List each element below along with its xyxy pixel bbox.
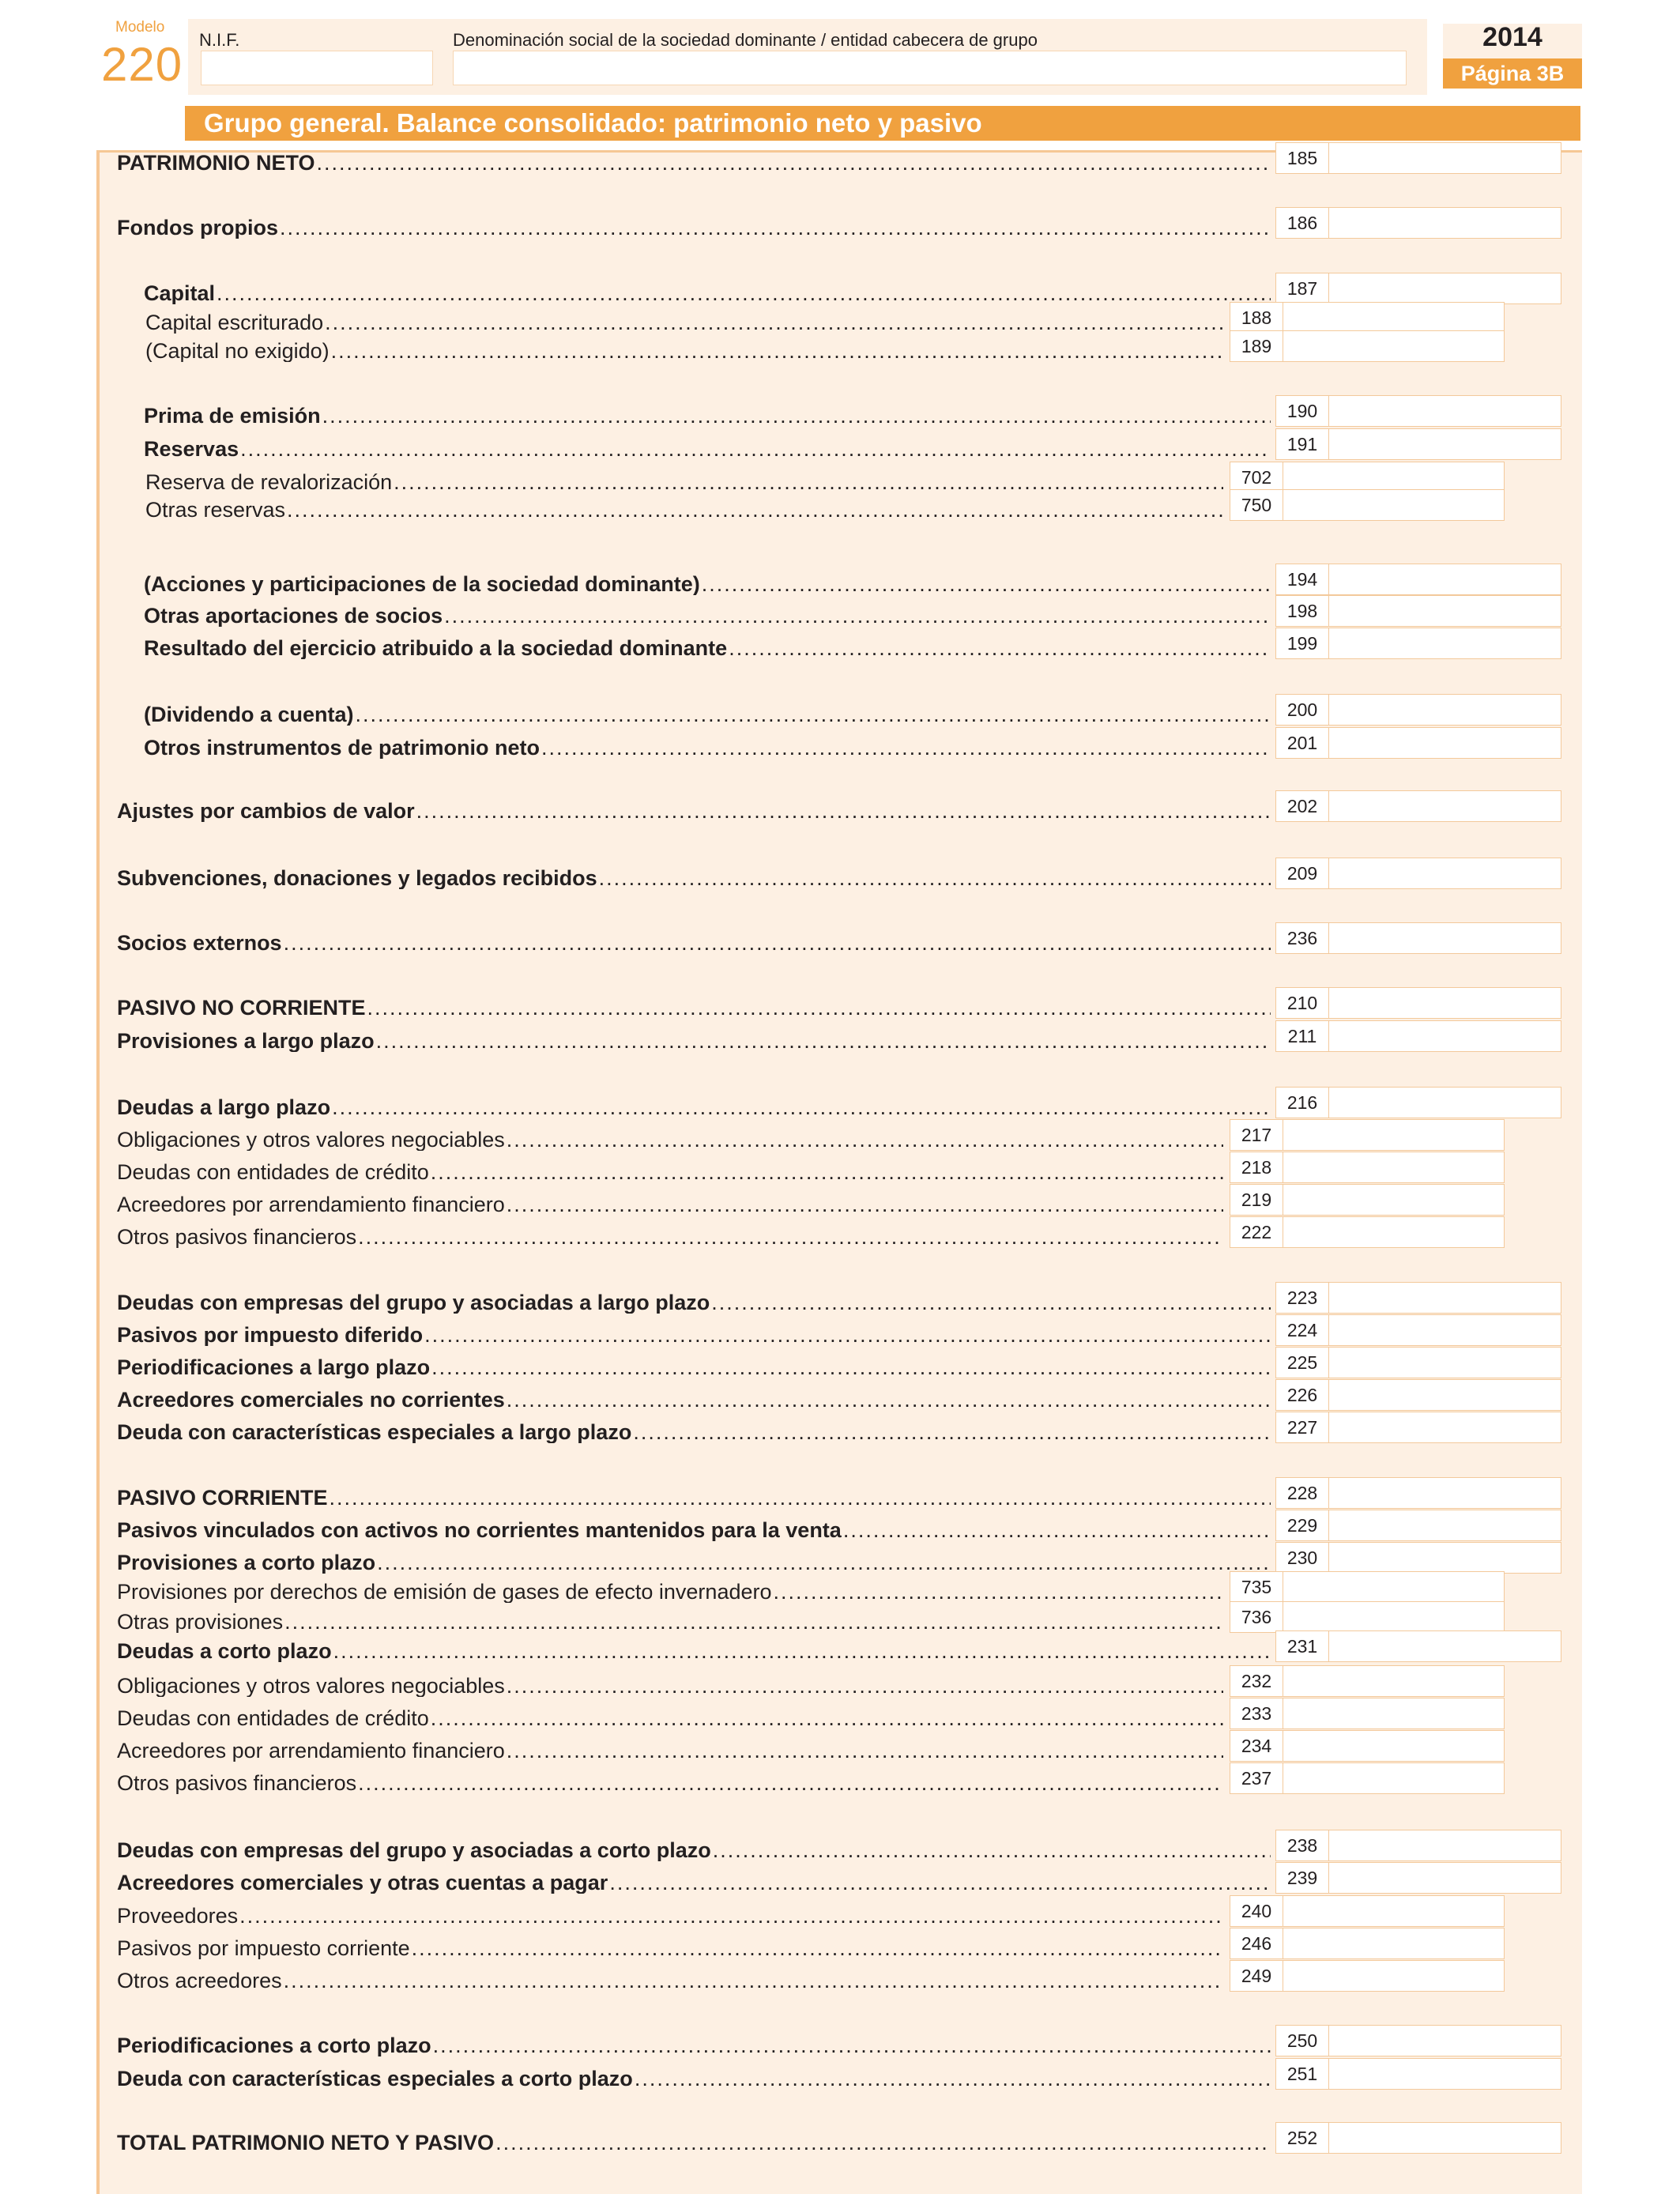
line-item-label: Pasivos por impuesto corriente (117, 1936, 410, 1959)
box-code: 186 (1276, 208, 1329, 238)
line-item-label: Periodificaciones a corto plazo (117, 2034, 431, 2056)
dot-leader (287, 499, 1223, 521)
line-item-198 (144, 600, 1271, 627)
line-item-label: PATRIMONIO NETO (117, 151, 315, 174)
amount-field-249[interactable] (1230, 1960, 1505, 1992)
box-code: 750 (1230, 490, 1283, 520)
line-item-239 (117, 1867, 1271, 1894)
box-code: 223 (1276, 1283, 1329, 1313)
amount-field-228[interactable] (1275, 1477, 1561, 1509)
dot-leader (394, 472, 1223, 493)
dot-leader (635, 2068, 1271, 2090)
line-item-label: Deudas a corto plazo (117, 1639, 332, 1662)
line-item-199 (144, 632, 1271, 659)
line-item-label: Otras aportaciones de socios (144, 604, 443, 627)
dot-leader (507, 1129, 1223, 1151)
dot-leader (633, 1422, 1271, 1443)
dot-leader (711, 1292, 1271, 1314)
box-code: 234 (1230, 1731, 1283, 1761)
denominacion-label: Denominación social de la sociedad dominante / entidad cabecera de grupo (453, 30, 1038, 50)
dot-leader (356, 704, 1271, 726)
dot-leader (729, 638, 1271, 659)
line-item-label: Otros pasivos financieros (117, 1225, 357, 1248)
line-item-229 (117, 1514, 1271, 1541)
box-code: 226 (1276, 1380, 1329, 1410)
dot-leader (322, 405, 1271, 427)
amount-field-224[interactable] (1275, 1314, 1561, 1346)
dot-leader (284, 933, 1271, 954)
line-item-label: Obligaciones y otros valores negociables (117, 1128, 505, 1151)
amount-field-218[interactable] (1230, 1152, 1505, 1183)
dot-leader (240, 439, 1271, 460)
line-item-735 (117, 1576, 1223, 1603)
amount-field-237[interactable] (1230, 1762, 1505, 1794)
line-item-189 (145, 335, 1223, 362)
line-item-label: Otras provisiones (117, 1610, 284, 1633)
box-code: 250 (1276, 2026, 1329, 2056)
amount-field-234[interactable] (1230, 1730, 1505, 1762)
amount-field-200[interactable] (1275, 694, 1561, 726)
line-item-label: Proveedores (117, 1904, 239, 1927)
amount-field-232[interactable] (1230, 1665, 1505, 1697)
box-code: 702 (1230, 462, 1283, 492)
line-item-label: Resultado del ejercicio atribuido a la sociedad dominante (144, 636, 728, 659)
box-code: 251 (1276, 2059, 1329, 2089)
line-item-209 (117, 862, 1271, 889)
line-item-211 (117, 1025, 1271, 1052)
line-item-750 (145, 494, 1223, 521)
line-item-190 (144, 400, 1271, 427)
line-item-label: Pasivos vinculados con activos no corrientes mantenidos para la venta (117, 1518, 842, 1541)
line-item-label: Acreedores comerciales no corrientes (117, 1388, 505, 1411)
line-item-227 (117, 1416, 1271, 1443)
box-code: 187 (1276, 273, 1329, 303)
amount-field-236[interactable] (1275, 922, 1561, 954)
dot-leader (412, 1938, 1223, 1959)
line-item-231 (117, 1635, 1271, 1662)
dot-leader (433, 2035, 1271, 2056)
line-item-223 (117, 1287, 1271, 1314)
line-item-250 (117, 2030, 1271, 2056)
box-code: 199 (1276, 628, 1329, 658)
line-item-label: Otros pasivos financieros (117, 1771, 357, 1794)
line-item-224 (117, 1319, 1271, 1346)
box-code: 230 (1276, 1543, 1329, 1573)
line-item-234 (117, 1735, 1223, 1762)
amount-field-226[interactable] (1275, 1379, 1561, 1411)
line-item-230 (117, 1547, 1271, 1574)
box-code: 249 (1230, 1961, 1283, 1991)
line-item-736 (117, 1606, 1223, 1633)
box-code: 240 (1230, 1896, 1283, 1926)
line-item-label: Pasivos por impuesto diferido (117, 1323, 424, 1346)
line-item-210 (117, 992, 1271, 1019)
amount-field-185[interactable] (1275, 142, 1561, 174)
line-item-194 (144, 568, 1271, 595)
line-item-label: Prima de emisión (144, 404, 321, 427)
denominacion-field[interactable] (453, 51, 1407, 85)
amount-field-210[interactable] (1275, 987, 1561, 1019)
line-item-label: Ajustes por cambios de valor (117, 799, 415, 822)
line-item-label: Reservas (144, 437, 239, 460)
line-item-label: PASIVO NO CORRIENTE (117, 996, 366, 1019)
line-item-label: Reserva de revalorización (145, 470, 393, 493)
modelo-number: 220 (101, 38, 183, 91)
amount-field-202[interactable] (1275, 790, 1561, 822)
line-item-246 (117, 1932, 1223, 1959)
dot-leader (376, 1031, 1271, 1052)
amount-field-736[interactable] (1230, 1601, 1505, 1633)
amount-field-190[interactable] (1275, 395, 1561, 427)
line-item-label: (Acciones y participaciones de la sociedad dominante) (144, 572, 700, 595)
line-item-226 (117, 1384, 1271, 1411)
amount-field-188[interactable] (1230, 302, 1505, 334)
box-code: 185 (1276, 143, 1329, 173)
dot-leader (713, 1840, 1271, 1861)
amount-field-199[interactable] (1275, 628, 1561, 659)
line-item-249 (117, 1965, 1223, 1992)
dot-leader (217, 283, 1271, 304)
section-title: Grupo general. Balance consolidado: patrimonio neto y pasivo (185, 106, 1580, 141)
box-code: 222 (1230, 1217, 1283, 1247)
dot-leader (431, 1162, 1223, 1183)
line-item-225 (117, 1351, 1271, 1378)
box-code: 236 (1276, 923, 1329, 953)
line-item-label: Periodificaciones a largo plazo (117, 1355, 431, 1378)
line-item-200 (144, 699, 1271, 726)
amount-field-216[interactable] (1275, 1087, 1561, 1118)
amount-field-198[interactable] (1275, 595, 1561, 627)
line-item-label: Otros instrumentos de patrimonio neto (144, 736, 541, 759)
amount-field-251[interactable] (1275, 2058, 1561, 2090)
box-code: 219 (1230, 1185, 1283, 1215)
amount-field-252[interactable] (1275, 2122, 1561, 2154)
box-code: 201 (1276, 728, 1329, 758)
amount-field-239[interactable] (1275, 1862, 1561, 1894)
modelo-label: Modelo (115, 19, 165, 36)
dot-leader (702, 574, 1271, 595)
box-code: 189 (1230, 331, 1283, 361)
line-item-222 (117, 1221, 1223, 1248)
box-code: 209 (1276, 858, 1329, 888)
line-item-188 (145, 307, 1223, 334)
line-item-label: Deudas con empresas del grupo y asociadas a largo plazo (117, 1291, 710, 1314)
dot-leader (843, 1520, 1271, 1541)
dot-leader (317, 153, 1271, 174)
line-item-191 (144, 433, 1271, 460)
line-item-label: Provisiones a corto plazo (117, 1551, 376, 1574)
box-code: 252 (1276, 2123, 1329, 2153)
line-item-label: TOTAL PATRIMONIO NETO Y PASIVO (117, 2131, 495, 2154)
amount-field-229[interactable] (1275, 1510, 1561, 1541)
line-item-label: Deudas con entidades de crédito (117, 1706, 429, 1729)
box-code: 198 (1276, 596, 1329, 626)
dot-leader (284, 1612, 1223, 1633)
amount-field-211[interactable] (1275, 1020, 1561, 1052)
box-code: 217 (1230, 1120, 1283, 1150)
box-code: 233 (1230, 1698, 1283, 1728)
line-item-228 (117, 1482, 1271, 1509)
dot-leader (331, 341, 1223, 362)
year-label: 2014 (1482, 22, 1543, 52)
line-item-label: Provisiones a largo plazo (117, 1029, 375, 1052)
line-item-label: Acreedores por arrendamiento financiero (117, 1193, 505, 1216)
line-item-219 (117, 1189, 1223, 1216)
amount-field-191[interactable] (1275, 428, 1561, 460)
line-item-201 (144, 732, 1271, 759)
box-code: 225 (1276, 1348, 1329, 1378)
line-item-218 (117, 1156, 1223, 1183)
line-item-label: Otras reservas (145, 498, 286, 521)
dot-leader (431, 1708, 1223, 1729)
dot-leader (424, 1325, 1271, 1346)
box-code: 735 (1230, 1572, 1283, 1602)
line-item-label: Obligaciones y otros valores negociables (117, 1674, 505, 1697)
line-item-252 (117, 2127, 1271, 2154)
dot-leader (367, 997, 1271, 1019)
box-code: 202 (1276, 791, 1329, 821)
line-item-label: Provisiones por derechos de emisión de gases de efecto invernadero (117, 1580, 772, 1603)
line-item-label: Deuda con características especiales a largo plazo (117, 1420, 632, 1443)
line-item-label: Deudas con empresas del grupo y asociadas a corto plazo (117, 1838, 711, 1861)
dot-leader (541, 737, 1271, 759)
amount-field-250[interactable] (1275, 2025, 1561, 2056)
box-code: 211 (1276, 1021, 1329, 1051)
amount-field-735[interactable] (1230, 1571, 1505, 1603)
amount-field-240[interactable] (1230, 1895, 1505, 1927)
line-item-label: Subvenciones, donaciones y legados recibidos (117, 866, 597, 889)
dot-leader (280, 217, 1271, 239)
line-item-251 (117, 2063, 1271, 2090)
line-item-232 (117, 1670, 1223, 1697)
box-code: 191 (1276, 429, 1329, 459)
line-item-237 (117, 1767, 1223, 1794)
amount-field-219[interactable] (1230, 1184, 1505, 1216)
line-item-216 (117, 1091, 1271, 1118)
line-item-label: Acreedores por arrendamiento financiero (117, 1739, 505, 1762)
dot-leader (507, 1389, 1271, 1411)
dot-leader (330, 1487, 1271, 1509)
amount-field-702[interactable] (1230, 462, 1505, 493)
line-item-label: (Capital no exigido) (145, 339, 330, 362)
dot-leader (507, 1676, 1223, 1697)
amount-field-201[interactable] (1275, 727, 1561, 759)
dot-leader (609, 1872, 1271, 1894)
dot-leader (774, 1581, 1224, 1603)
dot-leader (377, 1552, 1271, 1574)
amount-field-225[interactable] (1275, 1347, 1561, 1378)
dot-leader (358, 1227, 1223, 1248)
line-item-236 (117, 927, 1271, 954)
amount-field-217[interactable] (1230, 1119, 1505, 1151)
nif-field[interactable] (201, 51, 433, 85)
line-item-label: Deuda con características especiales a corto plazo (117, 2067, 633, 2090)
box-code: 736 (1230, 1602, 1283, 1632)
amount-field-223[interactable] (1275, 1282, 1561, 1314)
line-item-233 (117, 1702, 1223, 1729)
line-item-186 (117, 212, 1271, 239)
line-item-label: PASIVO CORRIENTE (117, 1486, 328, 1509)
line-item-187 (144, 277, 1271, 304)
line-item-238 (117, 1834, 1271, 1861)
dot-leader (431, 1357, 1271, 1378)
amount-field-222[interactable] (1230, 1216, 1505, 1248)
amount-field-194[interactable] (1275, 564, 1561, 595)
amount-field-186[interactable] (1275, 207, 1561, 239)
line-item-label: Socios externos (117, 931, 282, 954)
amount-field-233[interactable] (1230, 1698, 1505, 1729)
dot-leader (507, 1194, 1223, 1216)
box-code: 210 (1276, 988, 1329, 1018)
line-item-label: Otros acreedores (117, 1969, 282, 1992)
line-item-label: Deudas con entidades de crédito (117, 1160, 429, 1183)
box-code: 218 (1230, 1152, 1283, 1182)
amount-field-238[interactable] (1275, 1830, 1561, 1861)
box-code: 200 (1276, 695, 1329, 725)
line-item-label: Capital (144, 281, 216, 304)
line-item-label: Fondos propios (117, 216, 278, 239)
box-code: 237 (1230, 1763, 1283, 1793)
box-code: 228 (1276, 1478, 1329, 1508)
dot-leader (332, 1097, 1271, 1118)
dot-leader (358, 1773, 1223, 1794)
dot-leader (325, 312, 1223, 334)
line-item-label: Acreedores comerciales y otras cuentas a pagar (117, 1871, 608, 1894)
line-item-label: Deudas a largo plazo (117, 1095, 331, 1118)
box-code: 231 (1276, 1631, 1329, 1661)
amount-field-750[interactable] (1230, 489, 1505, 521)
box-code: 229 (1276, 1510, 1329, 1540)
dot-leader (495, 2132, 1271, 2154)
line-item-217 (117, 1124, 1223, 1151)
box-code: 216 (1276, 1088, 1329, 1118)
dot-leader (239, 1906, 1223, 1927)
box-code: 188 (1230, 303, 1283, 333)
amount-field-231[interactable] (1275, 1630, 1561, 1662)
amount-field-227[interactable] (1275, 1412, 1561, 1443)
box-code: 239 (1276, 1863, 1329, 1893)
nif-label: N.I.F. (199, 30, 240, 50)
box-code: 194 (1276, 564, 1329, 594)
line-item-185 (117, 147, 1271, 174)
box-code: 224 (1276, 1315, 1329, 1345)
amount-field-246[interactable] (1230, 1928, 1505, 1959)
amount-field-230[interactable] (1275, 1542, 1561, 1574)
line-item-202 (117, 795, 1271, 822)
line-item-label: Capital escriturado (145, 311, 324, 334)
box-code: 246 (1230, 1928, 1283, 1958)
dot-leader (284, 1970, 1223, 1992)
line-item-240 (117, 1900, 1223, 1927)
amount-field-189[interactable] (1230, 330, 1505, 362)
dot-leader (416, 801, 1271, 822)
line-item-label: (Dividendo a cuenta) (144, 703, 354, 726)
page-badge: Página 3B (1443, 58, 1582, 89)
dot-leader (333, 1641, 1271, 1662)
line-item-702 (145, 466, 1223, 493)
dot-leader (599, 868, 1271, 889)
box-code: 190 (1276, 396, 1329, 426)
amount-field-209[interactable] (1275, 858, 1561, 889)
dot-leader (444, 605, 1271, 627)
box-code: 238 (1276, 1830, 1329, 1860)
box-code: 232 (1230, 1666, 1283, 1696)
amount-field-187[interactable] (1275, 273, 1561, 304)
box-code: 227 (1276, 1412, 1329, 1442)
dot-leader (507, 1740, 1223, 1762)
